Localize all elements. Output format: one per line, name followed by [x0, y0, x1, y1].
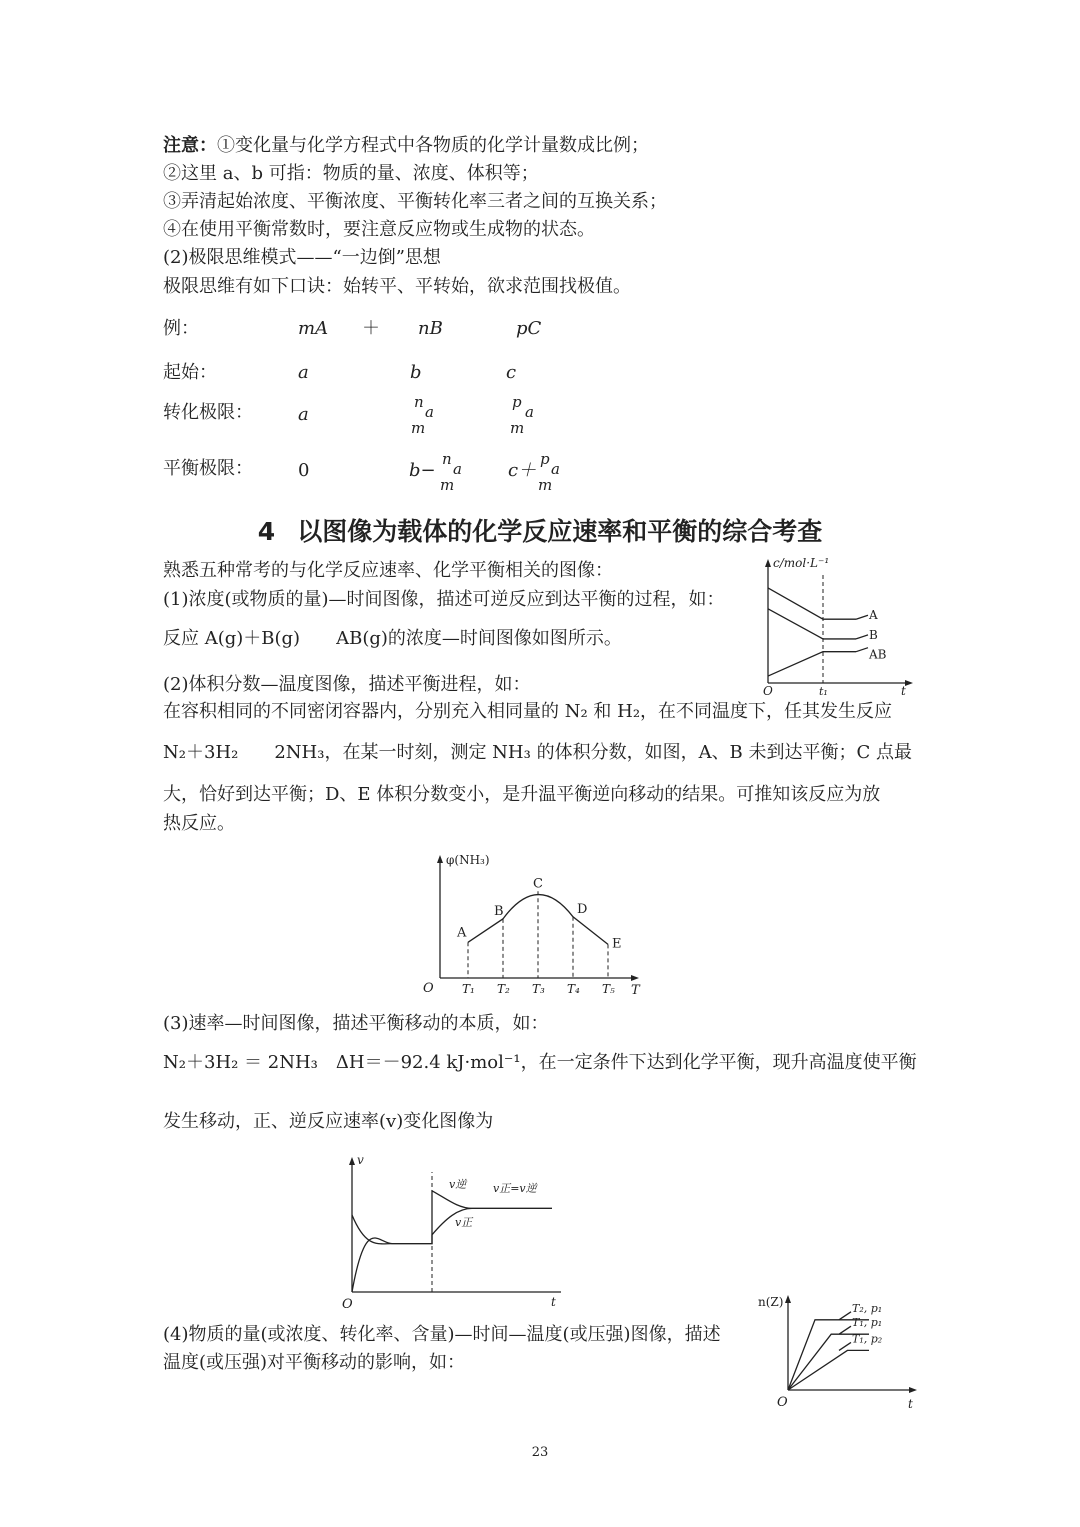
row-start-label: 起始： [163, 362, 217, 383]
notes-line-2: ②这里 a、b 可指：物质的量、浓度、体积等； [163, 163, 539, 184]
row-eq-c-pre: c＋ [508, 460, 537, 481]
chart1-leader-A [856, 615, 868, 619]
chart3-label-vfwd: v正 [455, 1216, 473, 1229]
row-eq-c-var: a [551, 460, 560, 478]
chart4-leader-2 [839, 1326, 851, 1334]
chart4-series-1 [788, 1320, 869, 1390]
chart1-ylabel: c/mol·L⁻¹ [773, 556, 830, 570]
eq-reactant-a: mA [298, 318, 329, 339]
para2-line4: 热反应。 [163, 813, 235, 834]
eq-plus: ＋ [362, 318, 380, 339]
chart-rate-time [335, 1150, 570, 1310]
chart1-x-arrow [905, 680, 913, 686]
row-conv-c-den: m [510, 419, 525, 437]
chart2-point-C: C [533, 876, 543, 892]
chart1-origin: O [763, 684, 773, 698]
section-heading [0, 512, 1080, 548]
row-conv-b-var: a [425, 403, 434, 421]
chart2-tick-1: T₁ [462, 982, 475, 996]
para3-eq-line: N₂＋3H₂ ＝ 2NH₃ ΔH＝－92.4 kJ·mol⁻¹，在一定条件下达到化学平衡，现升高温度使平衡 [163, 1052, 917, 1073]
para2-line3: 大，恰好到达平衡；D、E 体积分数变小，是升温平衡逆向移动的结果。可推知该反应为放 [163, 784, 881, 805]
chart2-tick-5: T₅ [602, 982, 615, 996]
chart1-xlabel: t [901, 684, 906, 698]
chart2-tick-4: T₄ [567, 982, 580, 996]
chart2-point-B: B [494, 903, 504, 919]
chart4-xlabel: t [908, 1397, 913, 1411]
chart4-origin: O [777, 1395, 788, 1410]
chart3-ylabel: v [357, 1153, 364, 1167]
notes-line-4: ④在使用平衡常数时，要注意反应物或生成物的状态。 [163, 219, 595, 240]
row-eq-b-den: m [440, 476, 455, 494]
row-conv-c-var: a [525, 403, 534, 421]
chart2-origin: O [423, 981, 434, 996]
row-conv-c-num: p [512, 393, 522, 411]
notes-line-3: ③弄清起始浓度、平衡浓度、平衡转化率三者之间的互换关系； [163, 191, 667, 212]
page-number: 23 [531, 1445, 549, 1460]
chart1-y-arrow [765, 559, 771, 567]
para4-line1: (4)物质的量(或浓度、转化率、含量)—时间—温度(或压强)图像，描述 [163, 1324, 721, 1345]
chart2-x-arrow [631, 975, 639, 981]
chart4-series [788, 1302, 882, 1390]
chart1-label-B: B [869, 627, 878, 642]
row-conv-a: a [298, 404, 309, 425]
row-eq-b-pre: b− [409, 460, 436, 481]
chart2-y-arrow [437, 855, 443, 863]
chart3-y-arrow [349, 1157, 355, 1165]
chart4-label-2: T₁, p₁ [852, 1316, 883, 1330]
chart1-t1-label: t₁ [819, 685, 828, 698]
chart4-x-arrow [909, 1387, 917, 1393]
row-eq-a: 0 [298, 460, 310, 481]
chart4-y-arrow [785, 1295, 791, 1303]
chart3-origin: O [342, 1297, 353, 1312]
para3-line2: 发生移动，正、逆反应速率(v)变化图像为 [163, 1111, 494, 1132]
para2-line2 [163, 742, 912, 765]
chart-concentration-time [755, 555, 915, 697]
limit-title: (2)极限思维模式——“一边倒”思想 [163, 247, 441, 268]
chart-amount-time [750, 1290, 925, 1415]
chart3-xlabel: t [551, 1295, 556, 1309]
chart4-leader-3 [839, 1342, 851, 1350]
chart2-tick-3: T₃ [532, 982, 545, 996]
chart2-point-E: E [612, 936, 622, 952]
section-title: 以图像为载体的化学反应速率和平衡的综合考查 [297, 517, 823, 546]
eq-reactant-b: nB [418, 318, 443, 339]
para2-line2-a: N₂＋3H₂ [163, 742, 239, 763]
row-conv-label: 转化极限： [163, 402, 253, 423]
row-start-a: a [298, 362, 309, 383]
limit-rule: 极限思维有如下口诀：始转平、平转始，欲求范围找极值。 [163, 276, 631, 297]
chart4-label-1: T₂, p₁ [852, 1301, 883, 1315]
row-eq-b-var: a [453, 460, 462, 478]
para2-item2: (2)体积分数—温度图像，描述平衡进程，如： [163, 674, 531, 695]
section-number: 4 [257, 517, 276, 546]
row-conv-b-den: m [411, 419, 426, 437]
chart3-series-reverse [352, 1191, 552, 1244]
chart4-label-3: T₁, p₂ [852, 1332, 883, 1346]
chart2-ylabel: φ(NH₃) [446, 853, 490, 867]
row-start-b: b [410, 362, 422, 383]
chart1-leader-AB [856, 648, 868, 652]
example-label: 例： [163, 318, 199, 339]
chart1-label-AB: AB [869, 647, 887, 662]
chart4-leader-1 [839, 1312, 851, 1320]
chart3-label-vback: v逆 [449, 1178, 467, 1191]
chart4-ylabel: n(Z) [758, 1295, 784, 1309]
row-eq-b-num: n [442, 450, 452, 468]
chart1-label-A: A [869, 608, 878, 623]
para1-example [163, 628, 622, 651]
row-start-c: c [506, 362, 517, 383]
row-eq-c-num: p [540, 450, 550, 468]
para1-example-a: 反应 A(g)＋B(g) [163, 628, 301, 649]
row-conv-b-num: n [414, 393, 424, 411]
chart3-series-forward [352, 1208, 552, 1292]
chart-volume-fraction-temperature [420, 850, 650, 1000]
notes-text-1: ①变化量与化学方程式中各物质的化学计量数成比例； [217, 135, 649, 156]
para3-item3: (3)速率—时间图像，描述平衡移动的本质，如： [163, 1013, 549, 1034]
chart1-leader-B [856, 635, 868, 639]
chart1-series-A [768, 588, 856, 619]
chart3-label-equal: v正=v逆 [493, 1182, 537, 1195]
row-eq-c-den: m [538, 476, 553, 494]
para1-example-b: AB(g)的浓度—时间图像如图所示。 [336, 628, 622, 649]
chart4-series-3 [788, 1350, 869, 1390]
notes-label: 注意： [163, 135, 217, 156]
row-eq-label: 平衡极限： [163, 458, 253, 479]
chart2-xlabel: T [631, 983, 640, 998]
para4-line2: 温度(或压强)对平衡移动的影响，如： [163, 1352, 466, 1373]
para2-line1: 在容积相同的不同密闭容器内，分别充入相同量的 N₂ 和 H₂，在不同温度下，任其发生反应 [163, 701, 893, 722]
chart3-series [352, 1191, 552, 1292]
para2-line2-b: 2NH₃，在某一时刻，测定 NH₃ 的体积分数，如图，A、B 未到达平衡；C 点最 [274, 742, 913, 763]
chart1-series-AB [768, 652, 856, 676]
chart2-point-A: A [457, 925, 467, 941]
para1-intro: 熟悉五种常考的与化学反应速率、化学平衡相关的图像： [163, 560, 613, 581]
para1-item1: (1)浓度(或物质的量)—时间图像，描述可逆反应到达平衡的过程，如： [163, 589, 725, 610]
eq-product-c: pC [516, 318, 542, 339]
chart2-point-D: D [577, 901, 588, 917]
notes-line-1 [163, 135, 649, 158]
chart1-series [768, 588, 887, 676]
chart2-tick-2: T₂ [497, 982, 510, 996]
